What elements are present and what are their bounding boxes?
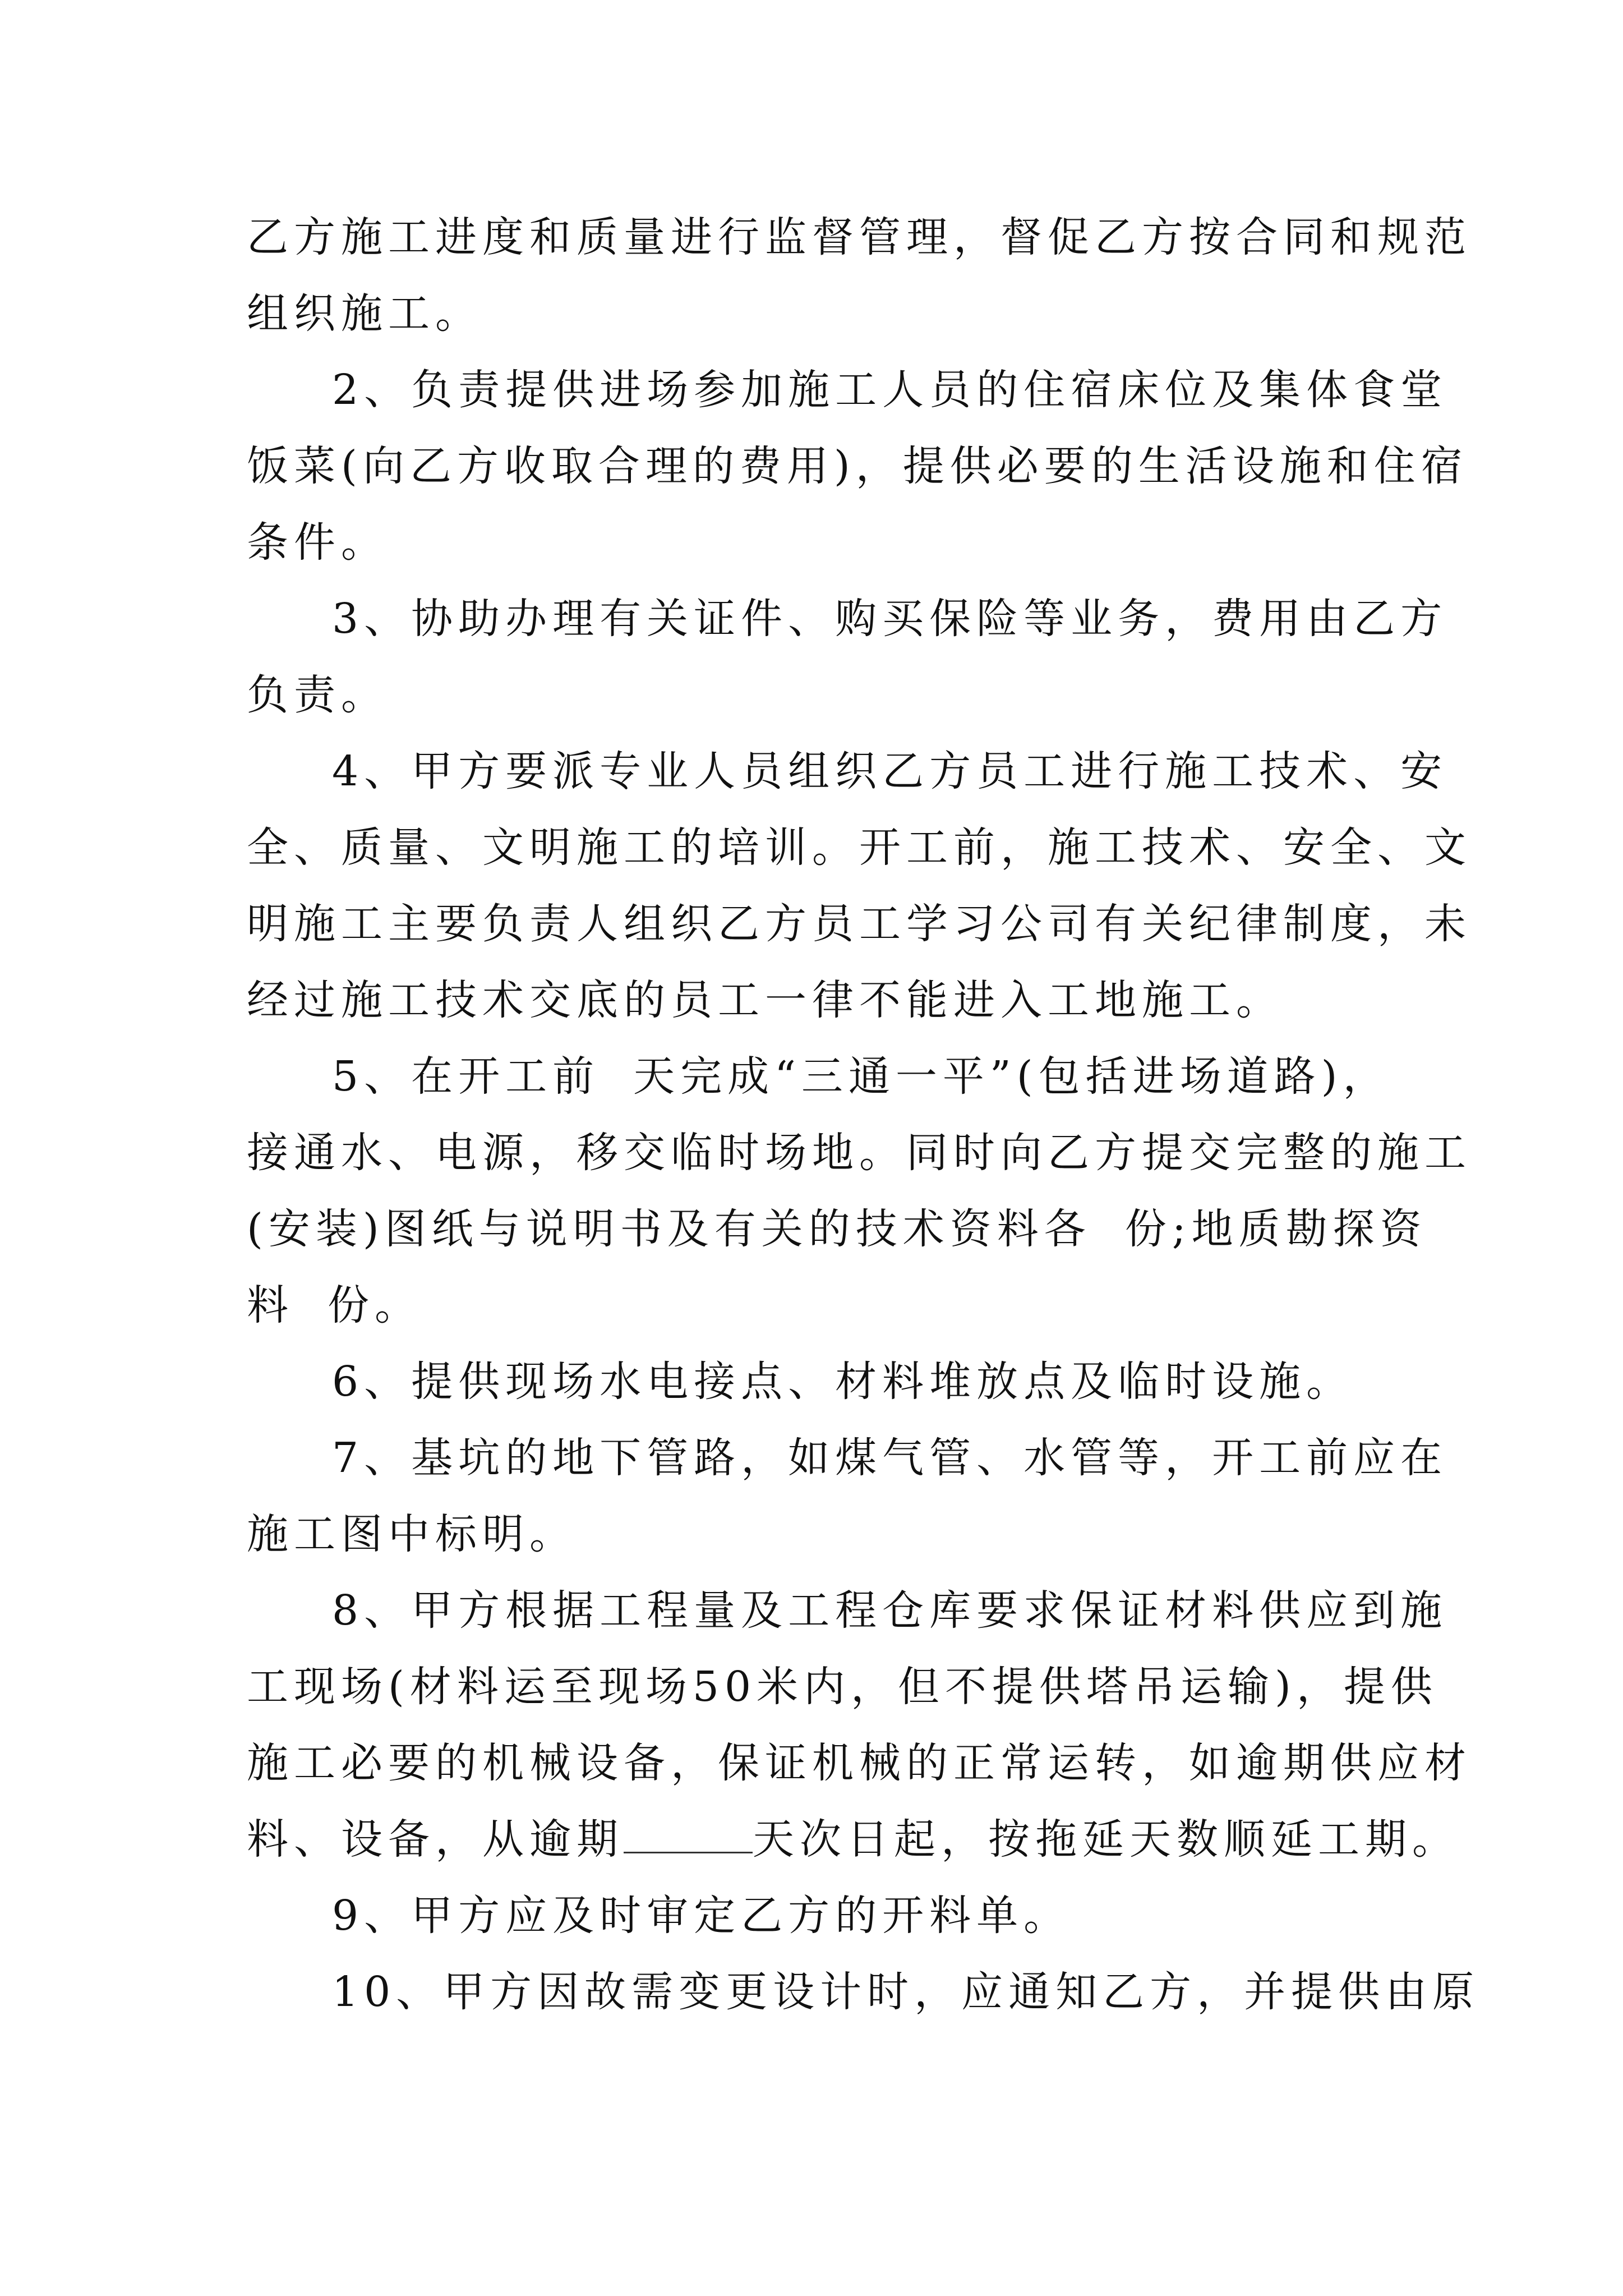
clause-8-line: 8、甲方根据工程量及工程仓库要求保证材料供应到施: [332, 1586, 1448, 1635]
clause-9-line: 9、甲方应及时审定乙方的开料单。: [332, 1892, 1071, 1940]
text-line: 接通水、电源，移交临时场地。同时向乙方提交完整的施工: [247, 1129, 1472, 1177]
text-segment: 份。: [328, 1281, 422, 1329]
clause-5-line: [247, 1038, 1390, 1115]
clause-2-line: 2、负责提供进场参加施工人员的住宿床位及集体食堂: [332, 366, 1448, 414]
text-line: 全、质量、文明施工的培训。开工前，施工技术、安全、文: [247, 823, 1472, 872]
text-segment: 天完成“三通一平”(包括进场道路)，: [633, 1052, 1390, 1101]
text-segment: 料: [247, 1281, 294, 1329]
text-segment: 5、在开工前: [332, 1052, 600, 1101]
text-line: 乙方施工进度和质量进行监督管理，督促乙方按合同和规范: [247, 213, 1472, 261]
text-segment: 料、设备，从逾期: [247, 1815, 624, 1864]
text-line: [247, 1267, 1385, 1343]
text-segment: (安装)图纸与说明书及有关的技术资料各: [247, 1205, 1091, 1253]
fill-in-blank-underline: [624, 1818, 753, 1853]
text-segment: 份;地质勘探资: [1124, 1205, 1427, 1253]
text-line: 明施工主要负责人组织乙方员工学习公司有关纪律制度，未: [247, 900, 1472, 948]
text-line: 工现场(材料运至现场50米内，但不提供塔吊运输)，提供: [247, 1663, 1438, 1711]
text-line: 负责。: [247, 671, 388, 719]
clause-7-line: 7、基坑的地下管路，如煤气管、水管等，开工前应在: [332, 1434, 1448, 1482]
text-line: 施工图中标明。: [247, 1510, 577, 1558]
text-line: 经过施工技术交底的员工一律不能进入工地施工。: [247, 976, 1283, 1024]
clause-10-line: 10、甲方因故需变更设计时，应通知乙方，并提供由原: [332, 1968, 1480, 2016]
clause-3-line: 3、协助办理有关证件、购买保险等业务，费用由乙方: [332, 595, 1448, 643]
text-line: [247, 1801, 1459, 1878]
clause-6-line: 6、提供现场水电接点、材料堆放点及临时设施。: [332, 1358, 1354, 1406]
text-line: 条件。: [247, 518, 388, 567]
document-body: [247, 199, 1480, 2030]
text-line: 饭菜(向乙方收取合理的费用)，提供必要的生活设施和住宿: [247, 442, 1468, 490]
text-segment: 天次日起，按拖延天数顺延工期。: [753, 1815, 1459, 1864]
text-line: 组织施工。: [247, 289, 482, 338]
text-line: 施工必要的机械设备，保证机械的正常运转，如逾期供应材: [247, 1739, 1472, 1787]
clause-4-line: 4、甲方要派专业人员组织乙方员工进行施工技术、安: [332, 747, 1448, 795]
text-line: [247, 1191, 1427, 1267]
